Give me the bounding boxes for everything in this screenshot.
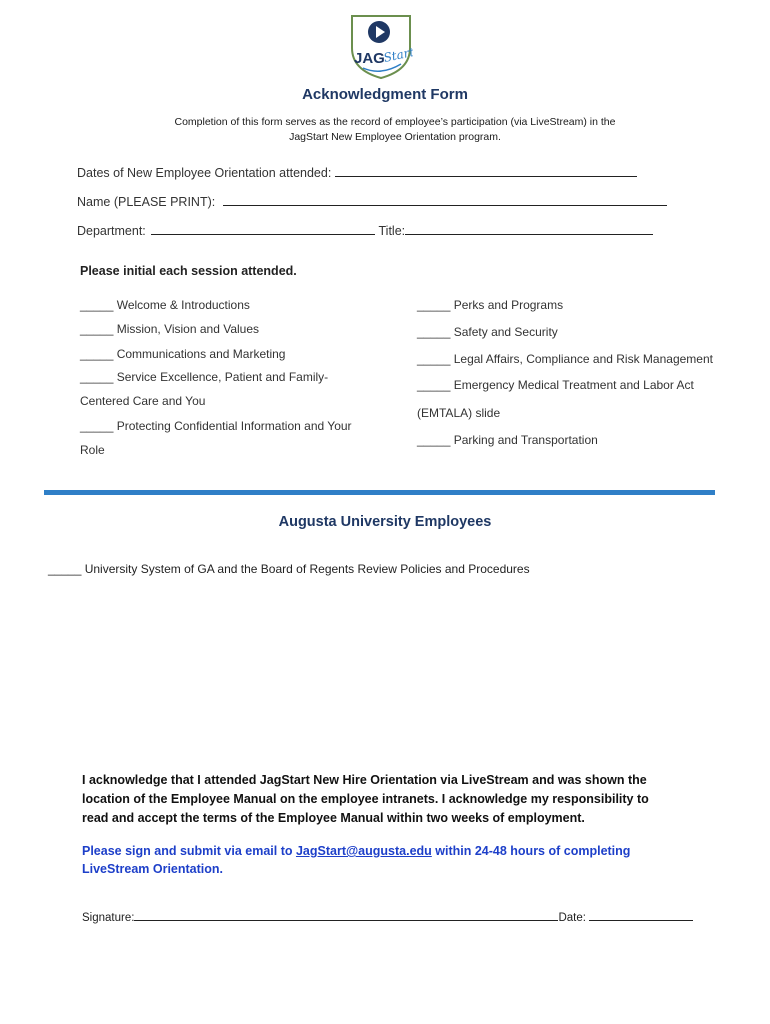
- session-left-4: [80, 370, 328, 384]
- dates-label: Dates of New Employee Orientation attended:: [77, 166, 332, 180]
- initial-blank[interactable]: _____: [80, 322, 114, 336]
- form-title: Acknowledgment Form: [302, 86, 468, 103]
- ack-line-3: read and accept the terms of the Employee Manual within two weeks of employment.: [82, 811, 585, 825]
- initial-blank[interactable]: _____: [417, 298, 451, 312]
- session-label: Communications and Marketing: [116, 347, 286, 361]
- signature-label: Signature:: [82, 912, 135, 924]
- form-intro: [130, 115, 660, 145]
- session-left-2: [80, 322, 259, 336]
- submit-instructions: [82, 842, 722, 878]
- policy-label: University System of GA and the Board of Regents Review Policies and Procedures: [84, 562, 530, 576]
- sessions-instruction: Please initial each session attended.: [80, 264, 297, 278]
- acknowledgement-text: [82, 771, 722, 828]
- au-employees-heading: Augusta University Employees: [278, 514, 492, 530]
- session-label: Safety and Security: [453, 325, 558, 339]
- logo-script-text: Start: [382, 44, 413, 65]
- session-left-5: [80, 419, 352, 433]
- signature-row: [82, 908, 693, 924]
- initial-blank[interactable]: _____: [80, 419, 114, 433]
- initial-blank[interactable]: _____: [417, 325, 451, 339]
- submit-line-2: LiveStream Orientation.: [82, 862, 224, 876]
- title-label: Title:: [378, 224, 406, 238]
- session-label: Perks and Programs: [453, 298, 564, 312]
- date-label: Date:: [558, 912, 586, 924]
- session-right-4-cont: (EMTALA) slide: [417, 406, 501, 420]
- initial-blank[interactable]: _____: [80, 298, 114, 312]
- section-divider: [44, 490, 715, 495]
- session-left-5-cont: Role: [80, 443, 105, 457]
- ack-line-2: location of the Employee Manual on the employee intranets. I acknowledge my responsibility to: [82, 792, 649, 806]
- session-label: Welcome & Introductions: [116, 298, 250, 312]
- session-label: Parking and Transportation: [453, 433, 598, 447]
- intro-line-2: JagStart New Employee Orientation program.: [289, 131, 501, 143]
- session-right-4: [417, 378, 694, 392]
- session-right-5: [417, 433, 598, 447]
- session-right-3: [417, 352, 713, 366]
- initial-blank[interactable]: _____: [80, 370, 114, 384]
- signature-input-line[interactable]: [134, 908, 558, 921]
- department-input-line[interactable]: [151, 222, 375, 235]
- ack-line-1: I acknowledge that I attended JagStart New Hire Orientation via LiveStream and was shown the: [82, 773, 647, 787]
- name-label: Name (PLEASE PRINT):: [77, 195, 216, 209]
- session-right-2: [417, 325, 558, 339]
- initial-blank[interactable]: _____: [80, 347, 114, 361]
- session-label: Legal Affairs, Compliance and Risk Management: [453, 352, 713, 366]
- session-label: Service Excellence, Patient and Family-: [116, 370, 329, 384]
- jagstart-logo: [349, 14, 413, 80]
- initial-blank[interactable]: _____: [48, 562, 82, 576]
- dates-field-row: [77, 164, 637, 180]
- submit-suffix: within 24-48 hours of completing: [431, 844, 631, 858]
- submit-prefix: Please sign and submit via email to: [82, 844, 296, 858]
- intro-line-1: Completion of this form serves as the record of employee’s participation (via LiveStream) in the: [174, 116, 616, 128]
- department-label: Department:: [77, 224, 146, 238]
- session-left-3: [80, 347, 285, 361]
- session-label: Protecting Confidential Information and Your: [116, 419, 352, 433]
- initial-blank[interactable]: _____: [417, 352, 451, 366]
- email-link[interactable]: JagStart@augusta.edu: [295, 844, 432, 858]
- department-title-row: [77, 222, 653, 238]
- initial-blank[interactable]: _____: [417, 433, 451, 447]
- title-input-line[interactable]: [405, 222, 653, 235]
- logo-main-text: JAG: [354, 50, 385, 67]
- session-right-1: [417, 298, 563, 312]
- session-left-4-cont: Centered Care and You: [80, 394, 206, 408]
- name-field-row: [77, 193, 667, 209]
- name-input-line[interactable]: [223, 193, 667, 206]
- session-label: Mission, Vision and Values: [116, 322, 260, 336]
- session-left-1: [80, 298, 250, 312]
- policy-row: [48, 562, 530, 576]
- initial-blank[interactable]: _____: [417, 378, 451, 392]
- date-input-line[interactable]: [589, 908, 693, 921]
- session-label: Emergency Medical Treatment and Labor Act: [453, 378, 694, 392]
- dates-input-line[interactable]: [335, 164, 637, 177]
